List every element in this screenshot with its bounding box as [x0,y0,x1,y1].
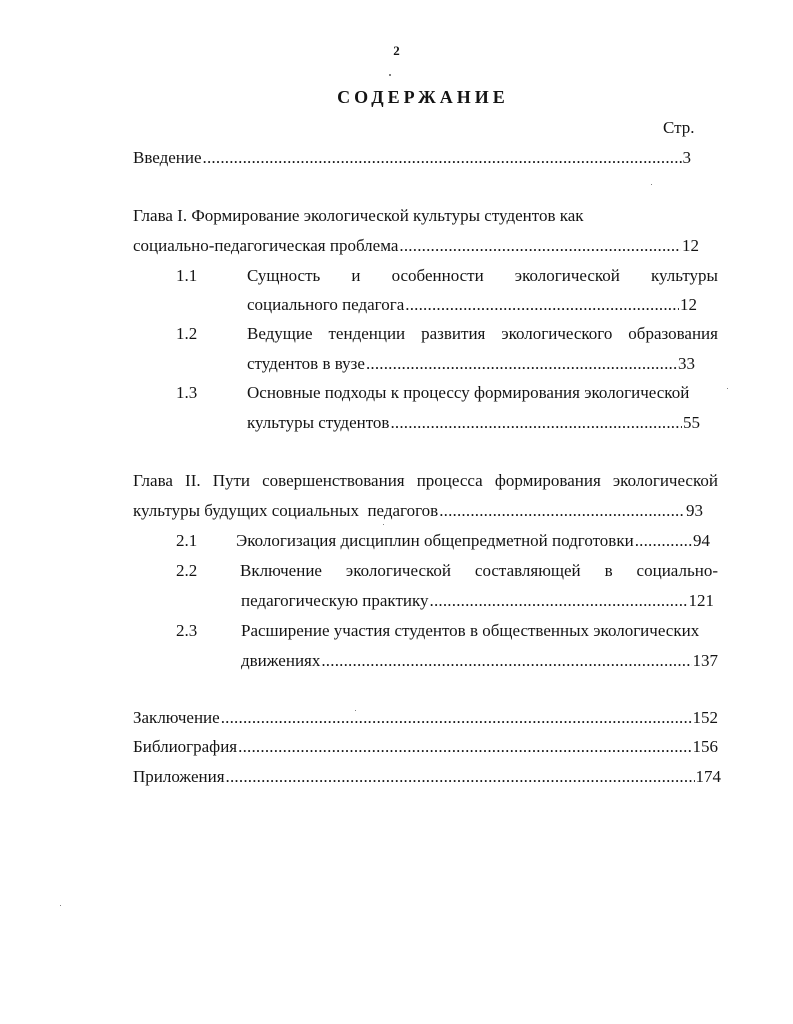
toc-entry-section-1-3[interactable] [247,412,700,434]
dot-leader [238,736,691,758]
toc-entry-label: Приложения [133,767,225,786]
scan-speck [60,905,61,906]
toc-entry-section-2-1[interactable] [236,530,710,552]
heading-word: Пути [212,471,251,490]
toc-entry-appendices[interactable] [133,766,721,788]
scan-speck [383,524,384,525]
heading-word: особенности [391,266,484,285]
section-heading [247,265,718,287]
toc-entry-label: социального педагога [247,295,405,314]
toc-entry-page: 121 [688,591,714,610]
section-number: 2.3 [176,621,198,640]
toc-entry-label: социально-педагогическая проблема [133,236,399,255]
toc-entry-label: культуры студентов [247,413,390,432]
heading-word: составляющей [474,561,581,580]
toc-entry-label: студентов в вузе [247,354,365,373]
heading-word: образования [628,324,718,343]
toc-entry-page: 94 [693,531,710,550]
toc-entry-section-2-2[interactable] [241,590,714,612]
heading-word: формирования [494,471,601,490]
toc-entry-bibliography[interactable] [133,736,718,758]
heading-word: экологической [514,266,620,285]
scan-speck [727,388,728,389]
chapter1-heading: Глава I. Формирование экологической культуры студентов как [133,206,584,225]
toc-entry-page: 174 [695,767,721,786]
toc-entry-label: педагогическую практику [241,591,429,610]
toc-entry-page: 12 [680,295,697,314]
page-title: СОДЕРЖАНИЕ [337,87,509,107]
toc-entry-chapter1[interactable] [133,235,699,257]
scan-speck [389,74,391,76]
scan-speck [355,710,356,711]
heading-word: экологической [612,471,718,490]
dot-leader [221,707,692,729]
toc-entry-page: 55 [683,413,700,432]
section-number: 1.3 [176,383,198,402]
heading-word: совершенствования [262,471,405,490]
toc-entry-label: Экологизация дисциплин общепредметной подготовки [236,531,634,550]
toc-entry-page: 33 [678,354,695,373]
heading-word: социально- [636,561,718,580]
section-heading: Расширение участия студентов в общественных экологических [241,621,700,640]
toc-entry-page: 93 [686,501,703,520]
dot-leader [321,650,691,672]
section-number: 1.1 [176,266,198,285]
heading-word: и [351,266,361,285]
page-column-label: Стр. [663,118,695,137]
heading-word: II. [185,471,201,490]
toc-entry-section-2-3[interactable] [241,650,718,672]
heading-word: культуры [650,266,718,285]
heading-word: экологического [501,324,613,343]
page-number: 2 [393,43,400,58]
dot-leader [405,294,679,316]
dot-leader [366,353,677,375]
dot-leader [226,766,695,788]
section-heading: Основные подходы к процессу формирования экологической [247,383,690,402]
dot-leader [635,530,692,552]
toc-entry-page: 137 [692,651,718,670]
toc-entry-page: 152 [692,708,718,727]
section-number: 1.2 [176,324,198,343]
section-number: 2.1 [176,531,198,550]
toc-entry-page: 12 [682,236,699,255]
heading-word: экологической [345,561,451,580]
toc-entry-intro[interactable] [133,147,691,169]
toc-entry-chapter2[interactable] [133,500,703,522]
toc-entry-conclusion[interactable] [133,707,718,729]
section-heading [240,560,718,582]
heading-word: Ведущие [247,324,313,343]
heading-word: в [604,561,613,580]
toc-entry-page: 156 [692,737,718,756]
heading-word: тенденции [328,324,406,343]
toc-entry-label: движениях [241,651,321,670]
scan-speck [651,184,652,185]
chapter2-heading [133,470,718,492]
dot-leader [203,147,682,169]
heading-word: Включение [240,561,322,580]
toc-entry-section-1-1[interactable] [247,294,697,316]
toc-entry-label: Библиография [133,737,238,756]
heading-word: процесса [416,471,483,490]
dot-leader [399,235,681,257]
dot-leader [439,500,685,522]
toc-entry-page: 3 [682,148,691,167]
dot-leader [430,590,688,612]
dot-leader [390,412,682,434]
toc-entry-section-1-2[interactable] [247,353,695,375]
heading-word: развития [421,324,486,343]
heading-word: Сущность [247,266,321,285]
toc-entry-label: культуры будущих социальных педагогов [133,501,439,520]
toc-entry-label: Введение [133,148,202,167]
toc-entry-label: Заключение [133,708,220,727]
heading-word: Глава [133,471,173,490]
section-heading [247,323,718,345]
section-number: 2.2 [176,561,198,580]
